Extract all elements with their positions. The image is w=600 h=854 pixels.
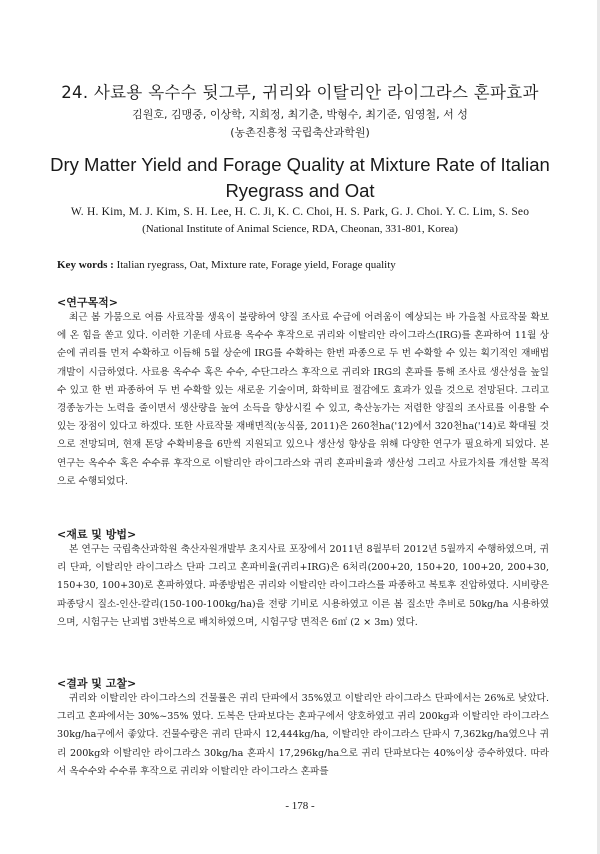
section-text-results: 귀리와 이탈리안 라이그라스의 건물률은 귀리 단파에서 35%였고 이탈리안 라이그라스 단파에서는 26%로 낮았다. 그리고 혼파에서는 30%~35% 였다. 도복은 단파보다는 혼파구에서 양호하였고 귀리 200kg과 이탈리안 라이그라스 30kg/ha구에서 좋았다. 건물수량은 귀리 단파시 12,444kg/ha, 이탈리안 라이그라스 단파시 7,362kg/ha였으나 귀리 200kg와 이탈리안 라이그라스 30kg/ha 혼파시 17,296kg/ha으로 귀리 단파보다는 40%이상 증수하였다. 따라서 옥수수와 수수류 후작으로 귀리와 이탈리안 라이그라스 혼파를 bbox=[57, 693, 549, 777]
keywords-list: Italian ryegrass, Oat, Mixture rate, Forage yield, Forage quality bbox=[116, 259, 396, 271]
affiliation-english: (National Institute of Animal Science, RDA, Cheonan, 331-801, Korea) bbox=[142, 223, 458, 235]
page-number: - 178 - bbox=[285, 800, 315, 812]
section-heading-purpose: <연구목적> bbox=[57, 296, 118, 309]
section-text-purpose: 최근 봄 가뭄으로 여름 사료작물 생육이 불량하여 양질 조사료 수급에 어려움이 예상되는 바 가을철 사료작물 확보에 온 힘을 쏟고 있다. 이러한 기운데 사료용 옥수수 후작으로 귀리와 이탈리안 라이그라스(IRG)를 혼파하여 11월 상순에 귀리를 먼저 수확하고 이듬해 5월 상순에 IRG를 수확하는 한번 파종으로 두 번 수확할 수 있는 획기적인 재배법 개발이 시급하였다. 사료용 옥수수 혹은 수수, 수단그라스 후작으로 귀리와 IRG의 혼파를 통해 조사료 생산성을 높일 수 있고 한 번 파종하여 두 번 수확할 있는 새로운 기술이며, 화학비료 절감에도 효과가 있을 것으로 전망된다. 그리고 경종농가는 노력을 줄이면서 생산량을 높여 소득을 향상시킬 수 있고, 축산농가는 저렴한 양질의 조사료를 이용할 수 있는 장점이 있다고 하겠다. 또한 사료작물 재배면적(농식품, 2011)은 260천ha('12)에서 320천ha('14)로 확대될 것으로 전망되며, 현재 톤당 수확비용을 6만씩 지원되고 있으나 생산성 향상을 위해 다양한 연구가 필요하게 되었다. 본 연구는 옥수수 혹은 수수류 후작으로 이탈리안 라이그라스와 귀리 혼파비율과 생산성 그리고 사료가치를 개선할 목적으로 수행되었다. bbox=[57, 312, 549, 487]
authors-korean: 김원호, 김맹중, 이상학, 지희정, 최기춘, 박형수, 최기준, 임영철, 서 성 bbox=[132, 108, 468, 121]
authors-english: W. H. Kim, M. J. Kim, S. H. Lee, H. C. Ji, K. C. Choi, H. S. Park, G. J. Choi. Y. C. Lim, S. Seo bbox=[70, 206, 530, 218]
title-english: Dry Matter Yield and Forage Quality at Mixture Rate of Italian Ryegrass and Oat bbox=[50, 154, 550, 201]
keywords-label: Key words : bbox=[57, 259, 114, 271]
section-text-methods: 본 연구는 국립축산과학원 축산자원개발부 초지사료 포장에서 2011년 8월부터 2012년 5월까지 수행하였으며, 귀리 단파, 이탈리안 라이그라스 단파 그리고 혼파비율(귀리+IRG)은 6처리(200+20, 150+20, 100+20, 200+30, 150+30, 100+30)로 혼파하였다. 파종방법은 귀리와 이탈리안 라이그라스를 파종하고 복토후 진압하였다. 시비량은 파종당시 질소-인산-칼리(150-100-100kg/ha)을 전량 기비로 시용하였고 이른 봄 질소만 추비로 50kg/ha 시용하였으며, 시험구는 난괴법 3반복으로 배치하였으며, 시험구당 면적은 6㎡ (2 × 3m) 였다. bbox=[57, 544, 549, 628]
section-heading-results: <결과 및 고찰> bbox=[57, 677, 137, 690]
section-heading-methods: <재료 및 방법> bbox=[57, 528, 137, 541]
affiliation-korean: (농촌진흥청 국립축산과학원) bbox=[230, 126, 370, 139]
keywords-line bbox=[57, 259, 557, 271]
title-korean: 24. 사료용 옥수수 뒷그루, 귀리와 이탈리안 라이그라스 혼파효과 bbox=[61, 83, 539, 102]
